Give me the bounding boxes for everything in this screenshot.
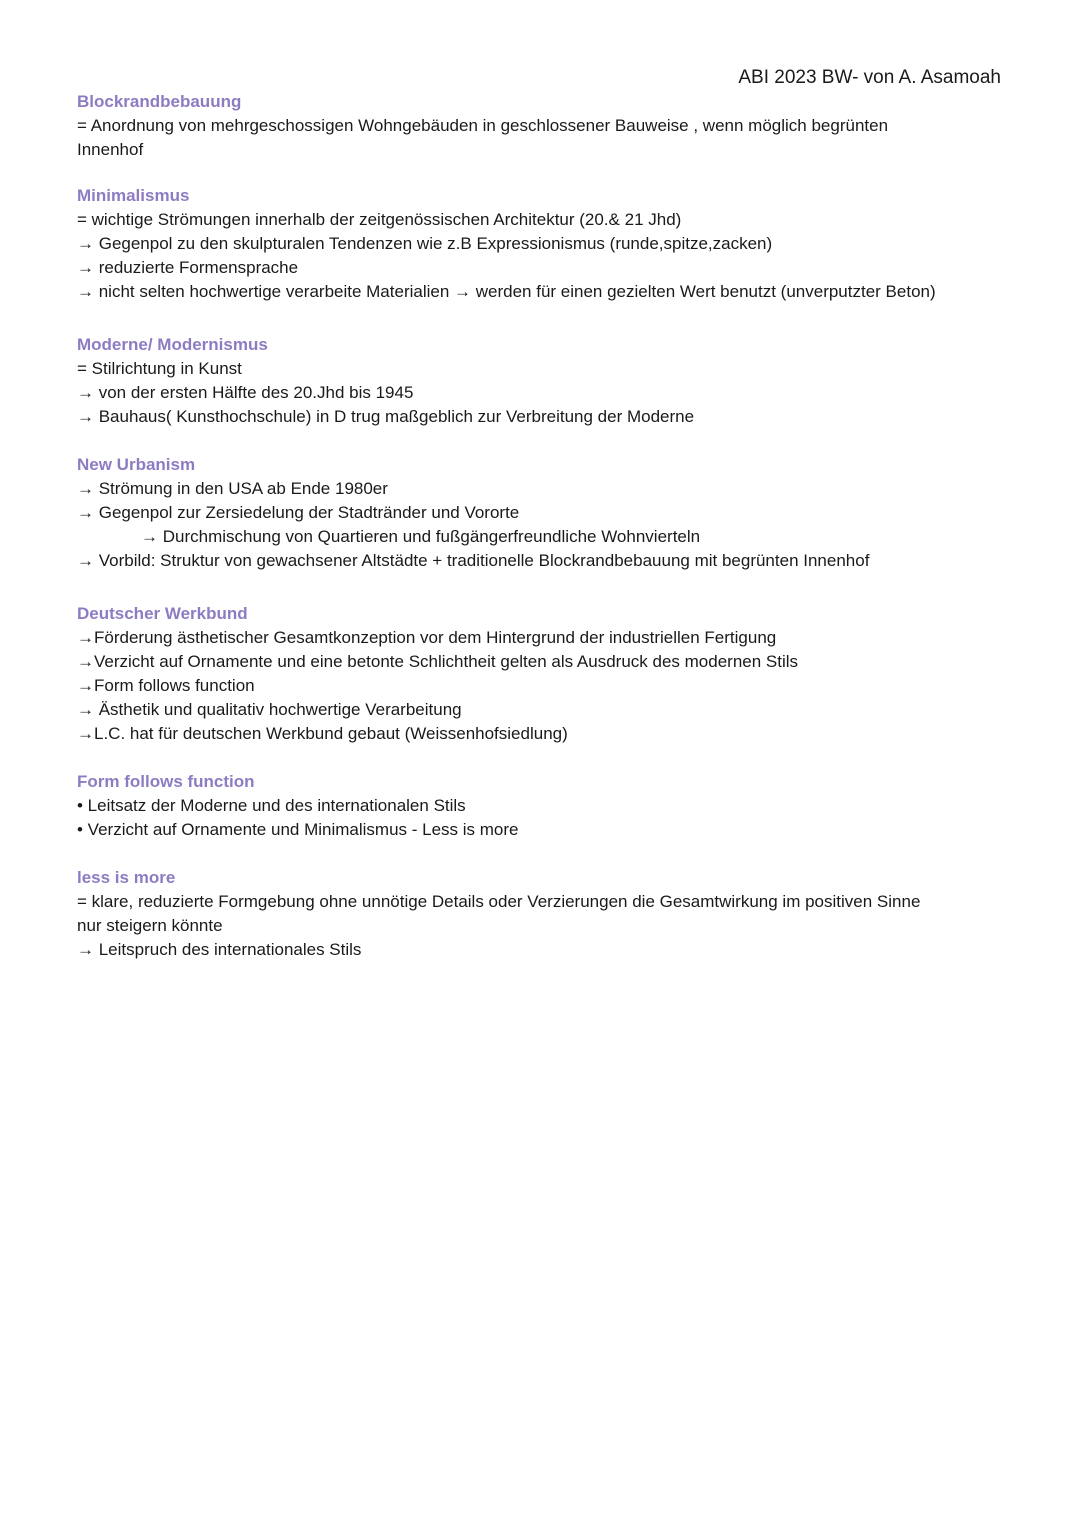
text-line: →Form follows function bbox=[77, 676, 255, 695]
text-line: →L.C. hat für deutschen Werkbund gebaut (Weissenhofsiedlung) bbox=[77, 724, 568, 743]
section-deutscher-werkbund bbox=[77, 602, 1007, 746]
text-line: → von der ersten Hälfte des 20.Jhd bis 1945 bbox=[77, 383, 414, 402]
text-line: Innenhof bbox=[77, 140, 144, 159]
text-line: • Verzicht auf Ornamente und Minimalismus - Less is more bbox=[77, 820, 519, 839]
section-moderne bbox=[77, 333, 1007, 429]
text-line: → nicht selten hochwertige verarbeite Materialien → werden für einen gezielten Wert benutzt (unverputzter Beton) bbox=[77, 282, 936, 301]
text-line: → Gegenpol zu den skulpturalen Tendenzen wie z.B Expressionismus (runde,spitze,zacken) bbox=[77, 234, 773, 253]
section-blockrandbebauung bbox=[77, 90, 1007, 162]
text-line: = wichtige Strömungen innerhalb der zeitgenössischen Architektur (20.& 21 Jhd) bbox=[77, 210, 682, 229]
section-new-urbanism bbox=[77, 453, 1007, 573]
section-heading: Moderne/ Modernismus bbox=[77, 335, 268, 354]
text-line: → Gegenpol zur Zersiedelung der Stadtränder und Vororte bbox=[77, 503, 520, 522]
text-line: • Leitsatz der Moderne und des internationalen Stils bbox=[77, 796, 466, 815]
text-line: → Vorbild: Struktur von gewachsener Altstädte + traditionelle Blockrandbebauung mit begrünten Innenhof bbox=[77, 551, 870, 570]
text-line: nur steigern könnte bbox=[77, 916, 223, 935]
text-line: → Bauhaus( Kunsthochschule) in D trug maßgeblich zur Verbreitung der Moderne bbox=[77, 407, 695, 426]
section-heading: less is more bbox=[77, 868, 176, 887]
section-less-is-more bbox=[77, 866, 1007, 962]
section-heading: Deutscher Werkbund bbox=[77, 604, 248, 623]
text-line: → Ästhetik und qualitativ hochwertige Verarbeitung bbox=[77, 700, 462, 719]
section-heading: Blockrandbebauung bbox=[77, 92, 242, 111]
text-line: → reduzierte Formensprache bbox=[77, 258, 299, 277]
text-line-indented: → Durchmischung von Quartieren und fußgängerfreundliche Wohnvierteln bbox=[141, 527, 701, 546]
section-minimalismus bbox=[77, 184, 1007, 304]
text-line: = klare, reduzierte Formgebung ohne unnötige Details oder Verzierungen die Gesamtwirkung im positiven Sinne bbox=[77, 892, 921, 911]
section-heading: Minimalismus bbox=[77, 186, 190, 205]
text-line: = Stilrichtung in Kunst bbox=[77, 359, 242, 378]
text-line: → Strömung in den USA ab Ende 1980er bbox=[77, 479, 388, 498]
section-heading: New Urbanism bbox=[77, 455, 196, 474]
text-line: →Förderung ästhetischer Gesamtkonzeption vor dem Hintergrund der industriellen Fertigung bbox=[77, 628, 777, 647]
document-content bbox=[77, 90, 1007, 962]
text-line: →Verzicht auf Ornamente und eine betonte Schlichtheit gelten als Ausdruck des modernen Stils bbox=[77, 652, 799, 671]
text-line: = Anordnung von mehrgeschossigen Wohngebäuden in geschlossener Bauweise , wenn möglich begrünten bbox=[77, 116, 889, 135]
section-form-follows-function bbox=[77, 770, 1007, 842]
text-line: → Leitspruch des internationales Stils bbox=[77, 940, 362, 959]
page-header: ABI 2023 BW- von A. Asamoah bbox=[738, 67, 1001, 88]
section-heading: Form follows function bbox=[77, 772, 255, 791]
